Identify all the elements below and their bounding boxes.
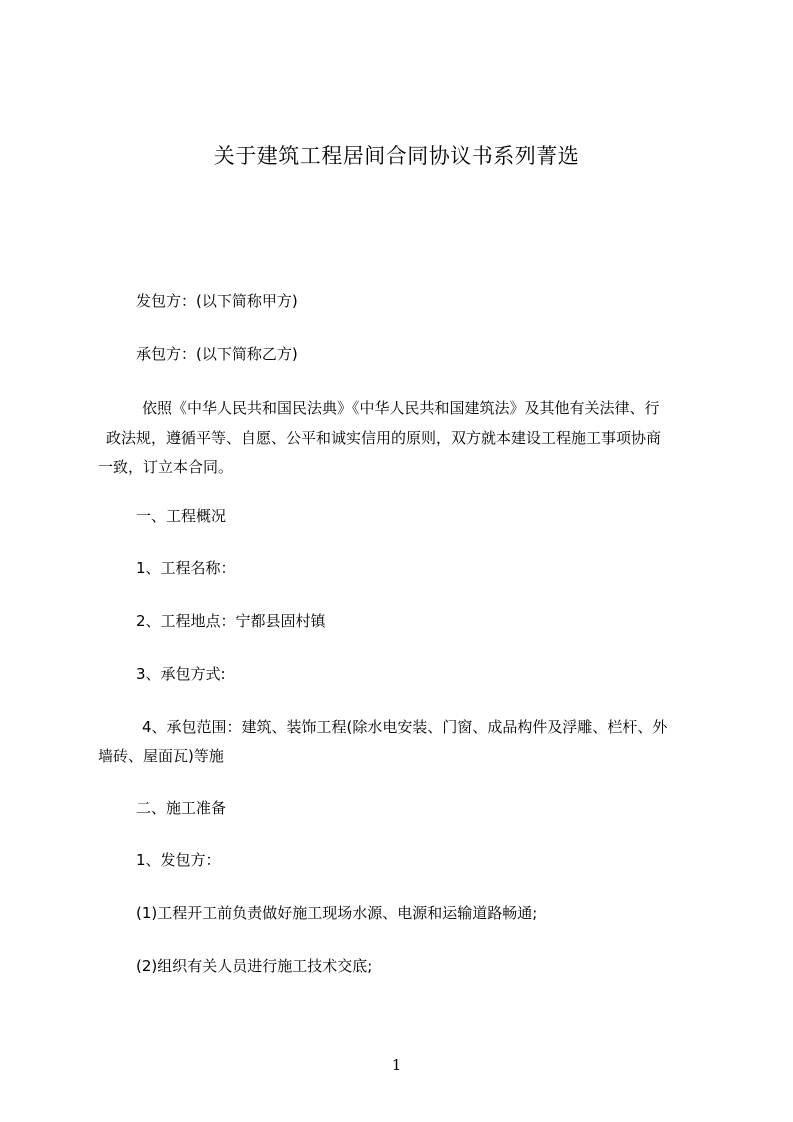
contract-method-item: 3、承包方式: bbox=[136, 665, 226, 683]
intro-paragraph-line-1: 依照《中华人民共和国民法典》《中华人民共和国建筑法》及其他有关法律、行 bbox=[142, 399, 660, 417]
prep-sub-item-1: (1)工程开工前负责做好施工现场水源、电源和运输道路畅通; bbox=[136, 904, 538, 922]
prep-item-employer: 1、发包方： bbox=[136, 851, 221, 869]
party-a-line: 发包方：(以下简称甲方) bbox=[136, 292, 298, 310]
intro-paragraph-line-2: 政法规，遵循平等、自愿、公平和诚实信用的原则，双方就本建设工程施工事项协商 bbox=[106, 429, 662, 447]
intro-paragraph-line-3: 一致，订立本合同。 bbox=[98, 458, 234, 476]
contract-scope-line-1: 4、承包范围：建筑、装饰工程(除水电安装、门窗、成品构件及浮雕、栏杆、外 bbox=[142, 718, 668, 736]
document-title: 关于建筑工程居间合同协议书系列菁选 bbox=[213, 144, 580, 168]
project-location-item: 2、工程地点：宁都县固村镇 bbox=[136, 612, 326, 630]
prep-sub-item-2: (2)组织有关人员进行施工技术交底; bbox=[136, 957, 373, 975]
page-number: 1 bbox=[391, 1056, 402, 1074]
contract-scope-line-2: 墙砖、屋面瓦)等施 bbox=[98, 747, 224, 765]
section-1-heading: 一、工程概况 bbox=[136, 507, 227, 525]
section-2-heading: 二、施工准备 bbox=[136, 799, 227, 817]
party-b-line: 承包方：(以下简称乙方) bbox=[136, 345, 298, 363]
project-name-item: 1、工程名称： bbox=[136, 559, 236, 577]
